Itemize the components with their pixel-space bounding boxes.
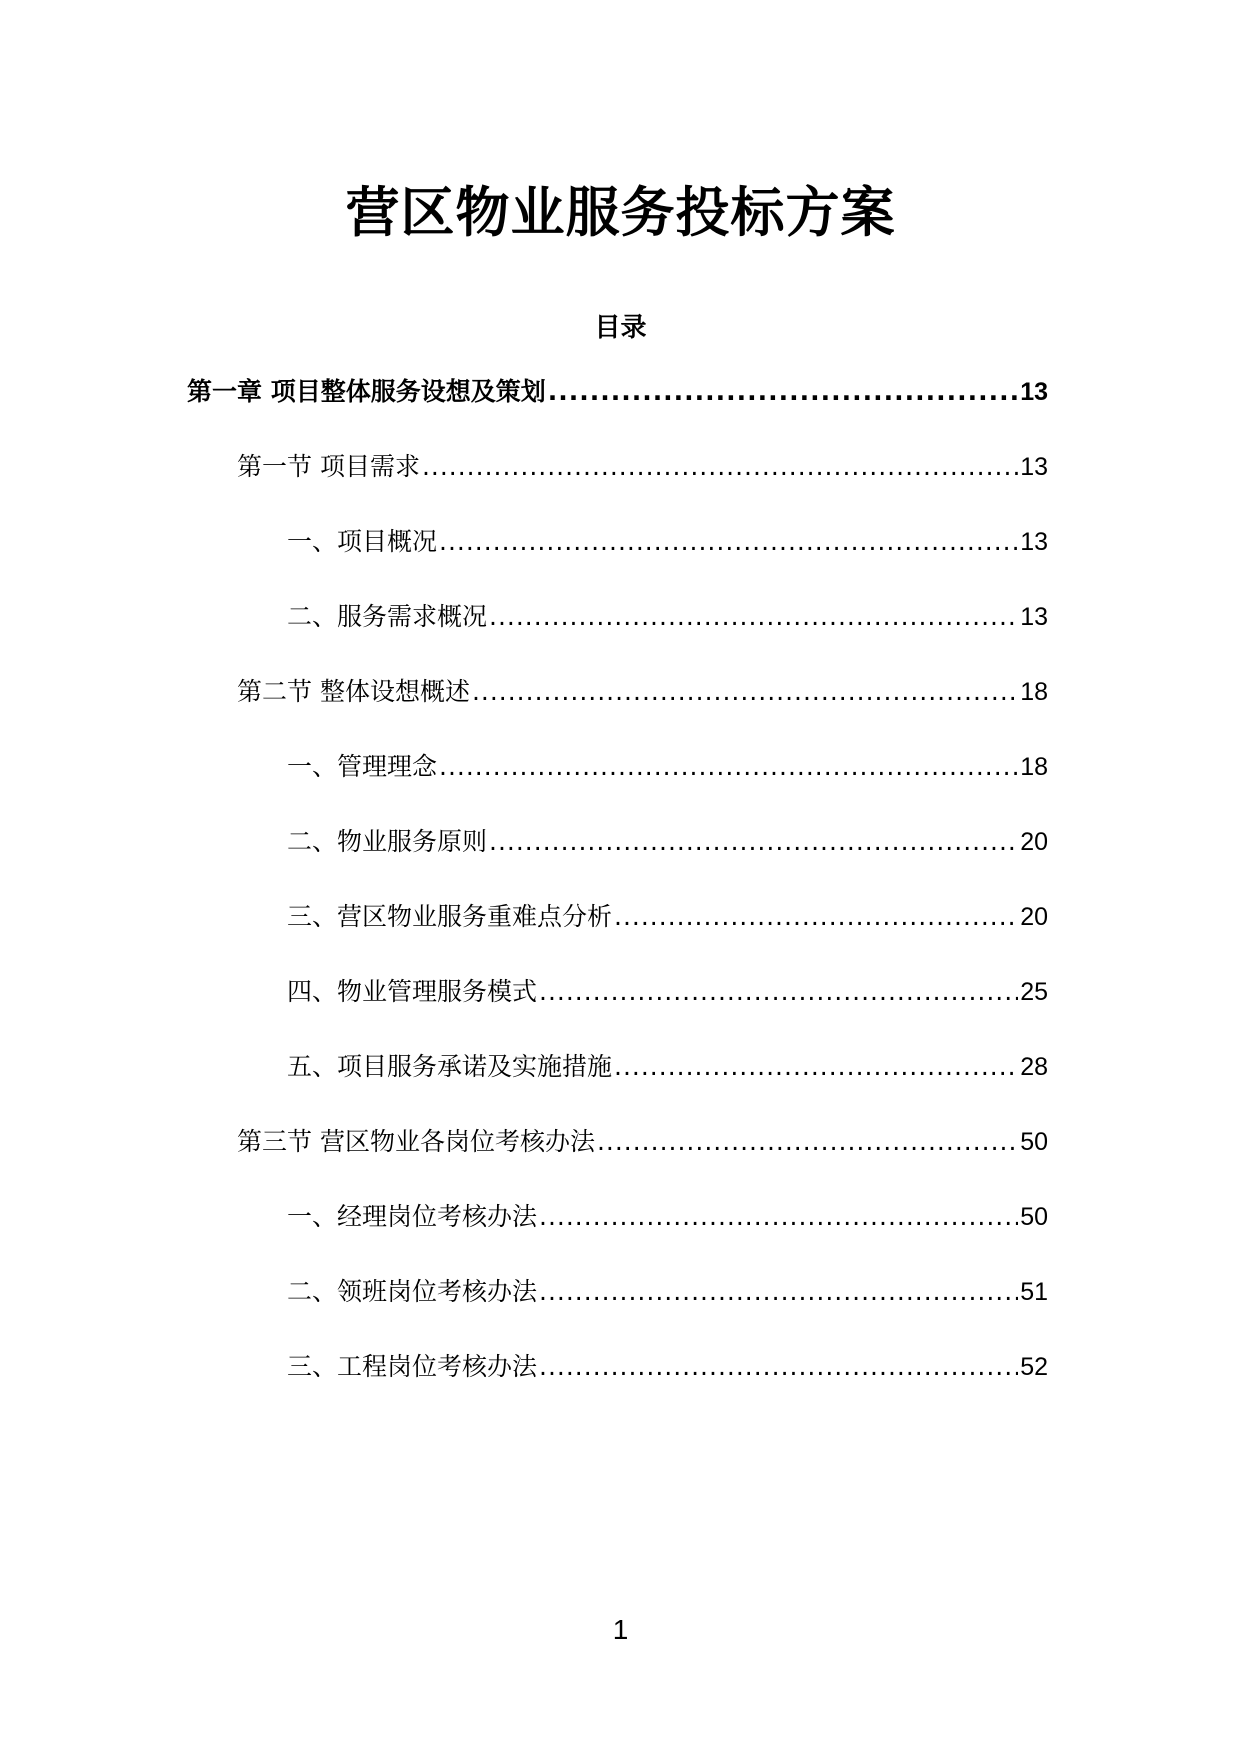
toc-entry-subsection[interactable] [287, 972, 1048, 1012]
toc-leader-dots [539, 1347, 1018, 1387]
toc-leader-dots [614, 1047, 1018, 1087]
toc-entry-subsection[interactable] [287, 747, 1048, 787]
toc-entry-text: 一、管理理念 [287, 752, 438, 781]
toc-entry-page: 28 [1020, 1053, 1048, 1081]
toc-leader-dots [614, 897, 1018, 937]
toc-entry-page: 18 [1020, 753, 1048, 781]
toc-entry-section-3[interactable] [237, 1122, 1048, 1162]
toc-leader-dots [489, 822, 1018, 862]
document-title: 营区物业服务投标方案 [345, 181, 896, 244]
toc-entry-text: 第三节 营区物业各岗位考核办法 [237, 1127, 595, 1156]
toc-leader-dots [539, 1272, 1018, 1312]
toc-entry-subsection[interactable] [287, 522, 1048, 562]
toc-leader-dots [472, 672, 1018, 712]
toc-entry-page: 18 [1020, 678, 1048, 706]
toc-leader-dots [439, 522, 1018, 562]
toc-leader-dots [489, 597, 1018, 637]
toc-entry-text: 一、经理岗位考核办法 [287, 1202, 538, 1231]
toc-entry-subsection[interactable] [287, 1272, 1048, 1312]
toc-entry-chapter-1[interactable] [187, 372, 1048, 412]
toc-entry-text: 第一章 项目整体服务设想及策划 [187, 377, 546, 406]
toc-entry-text: 第二节 整体设想概述 [237, 677, 470, 706]
toc-leader-dots [439, 747, 1018, 787]
toc-entry-subsection[interactable] [287, 1197, 1048, 1237]
toc-entry-subsection[interactable] [287, 1047, 1048, 1087]
toc-entry-subsection[interactable] [287, 1347, 1048, 1387]
toc-leader-dots [422, 447, 1018, 487]
toc-entry-page: 20 [1020, 828, 1048, 856]
toc-entry-text: 四、物业管理服务模式 [287, 977, 538, 1006]
toc-entry-text: 三、营区物业服务重难点分析 [287, 902, 613, 931]
toc-entry-text: 二、服务需求概况 [287, 602, 488, 631]
toc-entry-page: 52 [1020, 1353, 1048, 1381]
toc-entry-page: 13 [1020, 378, 1048, 406]
toc-entry-text: 三、工程岗位考核办法 [287, 1352, 538, 1381]
toc-heading: 目录 [594, 313, 647, 343]
toc-leader-dots [597, 1122, 1018, 1162]
toc-leader-dots [548, 372, 1018, 412]
toc-entry-section-1[interactable] [237, 447, 1048, 487]
toc-entry-text: 二、物业服务原则 [287, 827, 488, 856]
toc-entry-page: 13 [1020, 603, 1048, 631]
toc-entry-subsection[interactable] [287, 597, 1048, 637]
toc-entry-section-2[interactable] [237, 672, 1048, 712]
toc-entry-page: 20 [1020, 903, 1048, 931]
toc-leader-dots [539, 972, 1018, 1012]
page-number: 1 [612, 1614, 629, 1645]
toc-entry-page: 51 [1020, 1278, 1048, 1306]
toc-entry-text: 一、项目概况 [287, 527, 438, 556]
toc-entry-subsection[interactable] [287, 897, 1048, 937]
toc-entry-text: 五、项目服务承诺及实施措施 [287, 1052, 613, 1081]
toc-entry-text: 二、领班岗位考核办法 [287, 1277, 538, 1306]
toc-entry-subsection[interactable] [287, 822, 1048, 862]
toc-leader-dots [539, 1197, 1018, 1237]
toc-entry-page: 50 [1020, 1203, 1048, 1231]
toc-entry-page: 50 [1020, 1128, 1048, 1156]
toc-entry-text: 第一节 项目需求 [237, 452, 420, 481]
toc-entry-page: 13 [1020, 528, 1048, 556]
toc-entry-page: 13 [1020, 453, 1048, 481]
toc-entry-page: 25 [1020, 978, 1048, 1006]
